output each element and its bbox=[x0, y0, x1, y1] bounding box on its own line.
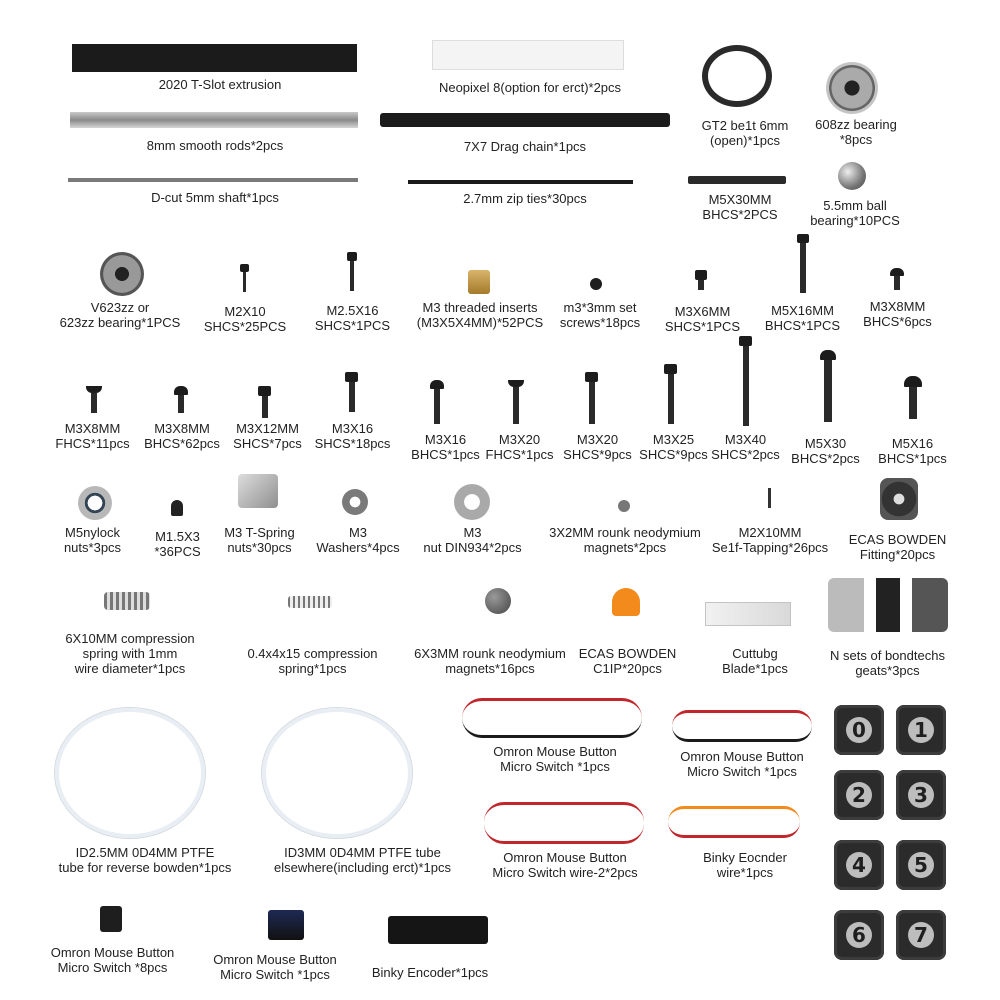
m3x8-fhcs-head bbox=[86, 386, 102, 393]
v623-label: V623zz or 623zz bearing*1PCS bbox=[59, 300, 181, 330]
tspring-nut-image bbox=[238, 474, 278, 508]
m3x6-shaft bbox=[698, 280, 704, 290]
threaded-insert-image bbox=[468, 270, 490, 294]
m5x16-bhcs-label: M5X16 BHCS*1pcs bbox=[878, 436, 947, 466]
washer-image bbox=[342, 489, 368, 515]
m3x8-bhcs-62-head bbox=[174, 386, 188, 395]
m3x12-head bbox=[258, 386, 271, 396]
hex-nut-image bbox=[454, 484, 490, 520]
m3x8-bhcs-6-head bbox=[890, 268, 904, 276]
extrusion-image bbox=[72, 44, 357, 72]
omron-8-image bbox=[100, 906, 122, 932]
ptfe-3-image bbox=[262, 708, 412, 838]
dcut-shaft-label: D-cut 5mm shaft*1pcs bbox=[151, 190, 279, 205]
magnet-3x2-image bbox=[618, 500, 630, 512]
self-tapping-label: M2X10MM Se1f-Tapping*26pcs bbox=[711, 525, 829, 555]
magnets-6x3-label: 6X3MM rounk neodymium magnets*16pcs bbox=[414, 646, 566, 676]
m5x30-bhcs-head bbox=[820, 350, 836, 360]
m5x16-bhcs-head bbox=[904, 376, 922, 387]
threaded-inserts-label: M3 threaded inserts (M3X5X4MM)*52PCS bbox=[416, 300, 544, 330]
omron-8-label: Omron Mouse Button Micro Switch *8pcs bbox=[50, 945, 175, 975]
m2x10-shaft bbox=[243, 272, 246, 292]
encoder-wire-image bbox=[668, 806, 800, 838]
m3x12-shaft bbox=[262, 396, 268, 418]
m3x16-shcs-head bbox=[345, 372, 358, 382]
ecas-clip-image bbox=[612, 588, 640, 616]
m3x25-head bbox=[664, 364, 677, 374]
magnet-6x3-image bbox=[485, 588, 511, 614]
extrusion-label: 2020 T-Slot extrusion bbox=[158, 77, 282, 92]
m5x30-top-image bbox=[688, 176, 786, 184]
ptfe-25-image bbox=[55, 708, 205, 838]
keycap-3 bbox=[896, 770, 946, 820]
m3x8-bhcs-6-shaft bbox=[894, 276, 900, 290]
bondtech-label: N sets of bondtechs geats*3pcs bbox=[830, 648, 945, 678]
keycap-7 bbox=[896, 910, 946, 960]
m3x16-bhcs-shaft bbox=[434, 389, 440, 424]
keycap-6-label: 6 bbox=[846, 922, 872, 948]
keycap-3-label: 3 bbox=[908, 782, 934, 808]
blade-image bbox=[705, 602, 791, 626]
spring-6x10-image bbox=[104, 592, 150, 610]
encoder-label: Binky Encoder*1pcs bbox=[371, 965, 489, 980]
keycap-4 bbox=[834, 840, 884, 890]
m3x8-bhcs-62-shaft bbox=[178, 395, 184, 413]
keycap-5-label: 5 bbox=[908, 852, 934, 878]
neopixel-image bbox=[432, 40, 624, 70]
m3x8-bhcs-6-label: M3X8MM BHCS*6pcs bbox=[863, 299, 932, 329]
m5x16-bhcs-shaft bbox=[909, 387, 917, 419]
spring-6x10-label: 6X10MM compression spring with 1mm wire diameter*1pcs bbox=[65, 631, 195, 676]
m3x12-label: M3X12MM SHCS*7pcs bbox=[233, 421, 302, 451]
encoder-wire-label: Binky Eocnder wire*1pcs bbox=[703, 850, 787, 880]
omron-a-cable-image bbox=[462, 698, 642, 738]
omron-wire-image bbox=[484, 802, 644, 844]
magnets-3x2-label: 3X2MM rounk neodymium magnets*2pcs bbox=[549, 525, 701, 555]
zip-ties-label: 2.7mm zip ties*30pcs bbox=[463, 191, 587, 206]
neopixel-label: Neopixel 8(option for erct)*2pcs bbox=[438, 80, 622, 95]
omron-b-label: Omron Mouse Button Micro Switch *1pcs bbox=[680, 749, 804, 779]
m3x6-head bbox=[695, 270, 707, 280]
zip-tie-image bbox=[408, 180, 633, 184]
ball-bearing-image bbox=[838, 162, 866, 190]
m3x40-head bbox=[739, 336, 752, 346]
omron-1b-label: Omron Mouse Button Micro Switch *1pcs bbox=[213, 952, 337, 982]
ptfe-25-label: ID2.5MM 0D4MM PTFE tube for reverse bowden*1pcs bbox=[58, 845, 232, 875]
self-tapping-image bbox=[768, 488, 771, 508]
m3x6-label: M3X6MM SHCS*1PCS bbox=[664, 304, 741, 334]
m3x8-bhcs-62-label: M3X8MM BHCS*62pcs bbox=[144, 421, 220, 451]
keycap-1 bbox=[896, 705, 946, 755]
omron-b-cable-image bbox=[672, 710, 812, 742]
drag-chain-image bbox=[380, 113, 670, 127]
m3x16-shcs-shaft bbox=[349, 382, 355, 412]
spring-04-label: 0.4x4x15 compression spring*1pcs bbox=[247, 646, 378, 676]
keycap-7-label: 7 bbox=[908, 922, 934, 948]
m15x3-label: M1.5X3 *36PCS bbox=[154, 529, 201, 559]
m5x16-bhcs-1pcs-label: M5X16MM BHCS*1PCS bbox=[764, 303, 841, 333]
ecas-fitting-label: ECAS BOWDEN Fitting*20pcs bbox=[848, 532, 947, 562]
omron-a-label: Omron Mouse Button Micro Switch *1pcs bbox=[493, 744, 617, 774]
m3x20-fhcs-label: M3X20 FHCS*1pcs bbox=[485, 432, 554, 462]
tspring-label: M3 T-Spring nuts*30pcs bbox=[224, 525, 295, 555]
m3x8-fhcs-label: M3X8MM FHCS*11pcs bbox=[55, 421, 130, 451]
keycap-0 bbox=[834, 705, 884, 755]
keycap-0-label: 0 bbox=[846, 717, 872, 743]
set-screw-image bbox=[590, 278, 602, 290]
keycap-1-label: 1 bbox=[908, 717, 934, 743]
m3x25-shaft bbox=[668, 374, 674, 424]
m3x16-bhcs-head bbox=[430, 380, 444, 389]
m3x20-shcs-label: M3X20 SHCS*9pcs bbox=[563, 432, 632, 462]
m5nylock-label: M5nylock nuts*3pcs bbox=[63, 525, 122, 555]
m3x40-shaft bbox=[743, 346, 749, 426]
encoder-board-image bbox=[388, 916, 488, 944]
m5x16-1pcs-head bbox=[797, 234, 809, 243]
m3x16-bhcs-label: M3X16 BHCS*1pcs bbox=[411, 432, 480, 462]
m5x30-bhcs-top-label: M5X30MM BHCS*2PCS bbox=[702, 192, 778, 222]
bearing-608-label: 608zz bearing *8pcs bbox=[815, 117, 897, 147]
m3x20-shcs-head bbox=[585, 372, 598, 382]
m5x16-1pcs-shaft bbox=[800, 243, 806, 293]
m3x20-fhcs-shaft bbox=[513, 387, 519, 424]
m2x10-head bbox=[240, 264, 249, 272]
keycap-6 bbox=[834, 910, 884, 960]
m5x30-bhcs-label: M5X30 BHCS*2pcs bbox=[791, 436, 860, 466]
m3x16-shcs-label: M3X16 SHCS*18pcs bbox=[314, 421, 391, 451]
m3x25-label: M3X25 SHCS*9pcs bbox=[639, 432, 708, 462]
ptfe-3-label: ID3MM 0D4MM PTFE tube elsewhere(including erct)*1pcs bbox=[273, 845, 452, 875]
keycap-4-label: 4 bbox=[846, 852, 872, 878]
omron-wire-label: Omron Mouse Button Micro Switch wire-2*2pcs bbox=[492, 850, 638, 880]
m3x8-fhcs-shaft bbox=[91, 393, 97, 413]
nut-din934-label: M3 nut DIN934*2pcs bbox=[423, 525, 522, 555]
m3x40-label: M3X40 SHCS*2pcs bbox=[711, 432, 780, 462]
m25x16-shaft bbox=[350, 261, 354, 291]
ball-bearing-label: 5.5mm ball bearing*10PCS bbox=[810, 198, 900, 228]
spring-04-image bbox=[288, 596, 332, 608]
ecas-fitting-image bbox=[880, 478, 918, 520]
bondtech-image bbox=[828, 578, 948, 632]
omron-1b-image bbox=[268, 910, 304, 940]
smooth-rods-label: 8mm smooth rods*2pcs bbox=[146, 138, 284, 153]
keycap-2 bbox=[834, 770, 884, 820]
v623-image bbox=[100, 252, 144, 296]
gt2-belt-label: GT2 be1t 6mm (open)*1pcs bbox=[701, 118, 789, 148]
nylock-nut-image bbox=[78, 486, 112, 520]
keycap-5 bbox=[896, 840, 946, 890]
smooth-rods-image bbox=[70, 112, 358, 128]
m3x20-fhcs-head bbox=[508, 380, 524, 387]
m5x30-bhcs-shaft bbox=[824, 360, 832, 422]
m15x3-image bbox=[171, 500, 183, 516]
dcut-shaft-image bbox=[68, 178, 358, 182]
set-screws-label: m3*3mm set screws*18pcs bbox=[559, 300, 641, 330]
keycap-2-label: 2 bbox=[846, 782, 872, 808]
drag-chain-label: 7X7 Drag chain*1pcs bbox=[463, 139, 587, 154]
ecas-clip-label: ECAS BOWDEN C1IP*20pcs bbox=[578, 646, 677, 676]
bearing-608-image bbox=[826, 62, 878, 114]
washers-label: M3 Washers*4pcs bbox=[316, 525, 400, 555]
belt-image bbox=[702, 45, 772, 107]
m25x16-head bbox=[347, 252, 357, 261]
blade-label: Cuttubg Blade*1pcs bbox=[722, 646, 788, 676]
m3x20-shcs-shaft bbox=[589, 382, 595, 424]
m2x10-label: M2X10 SHCS*25PCS bbox=[203, 304, 287, 334]
m25x16-label: M2.5X16 SHCS*1PCS bbox=[314, 303, 391, 333]
